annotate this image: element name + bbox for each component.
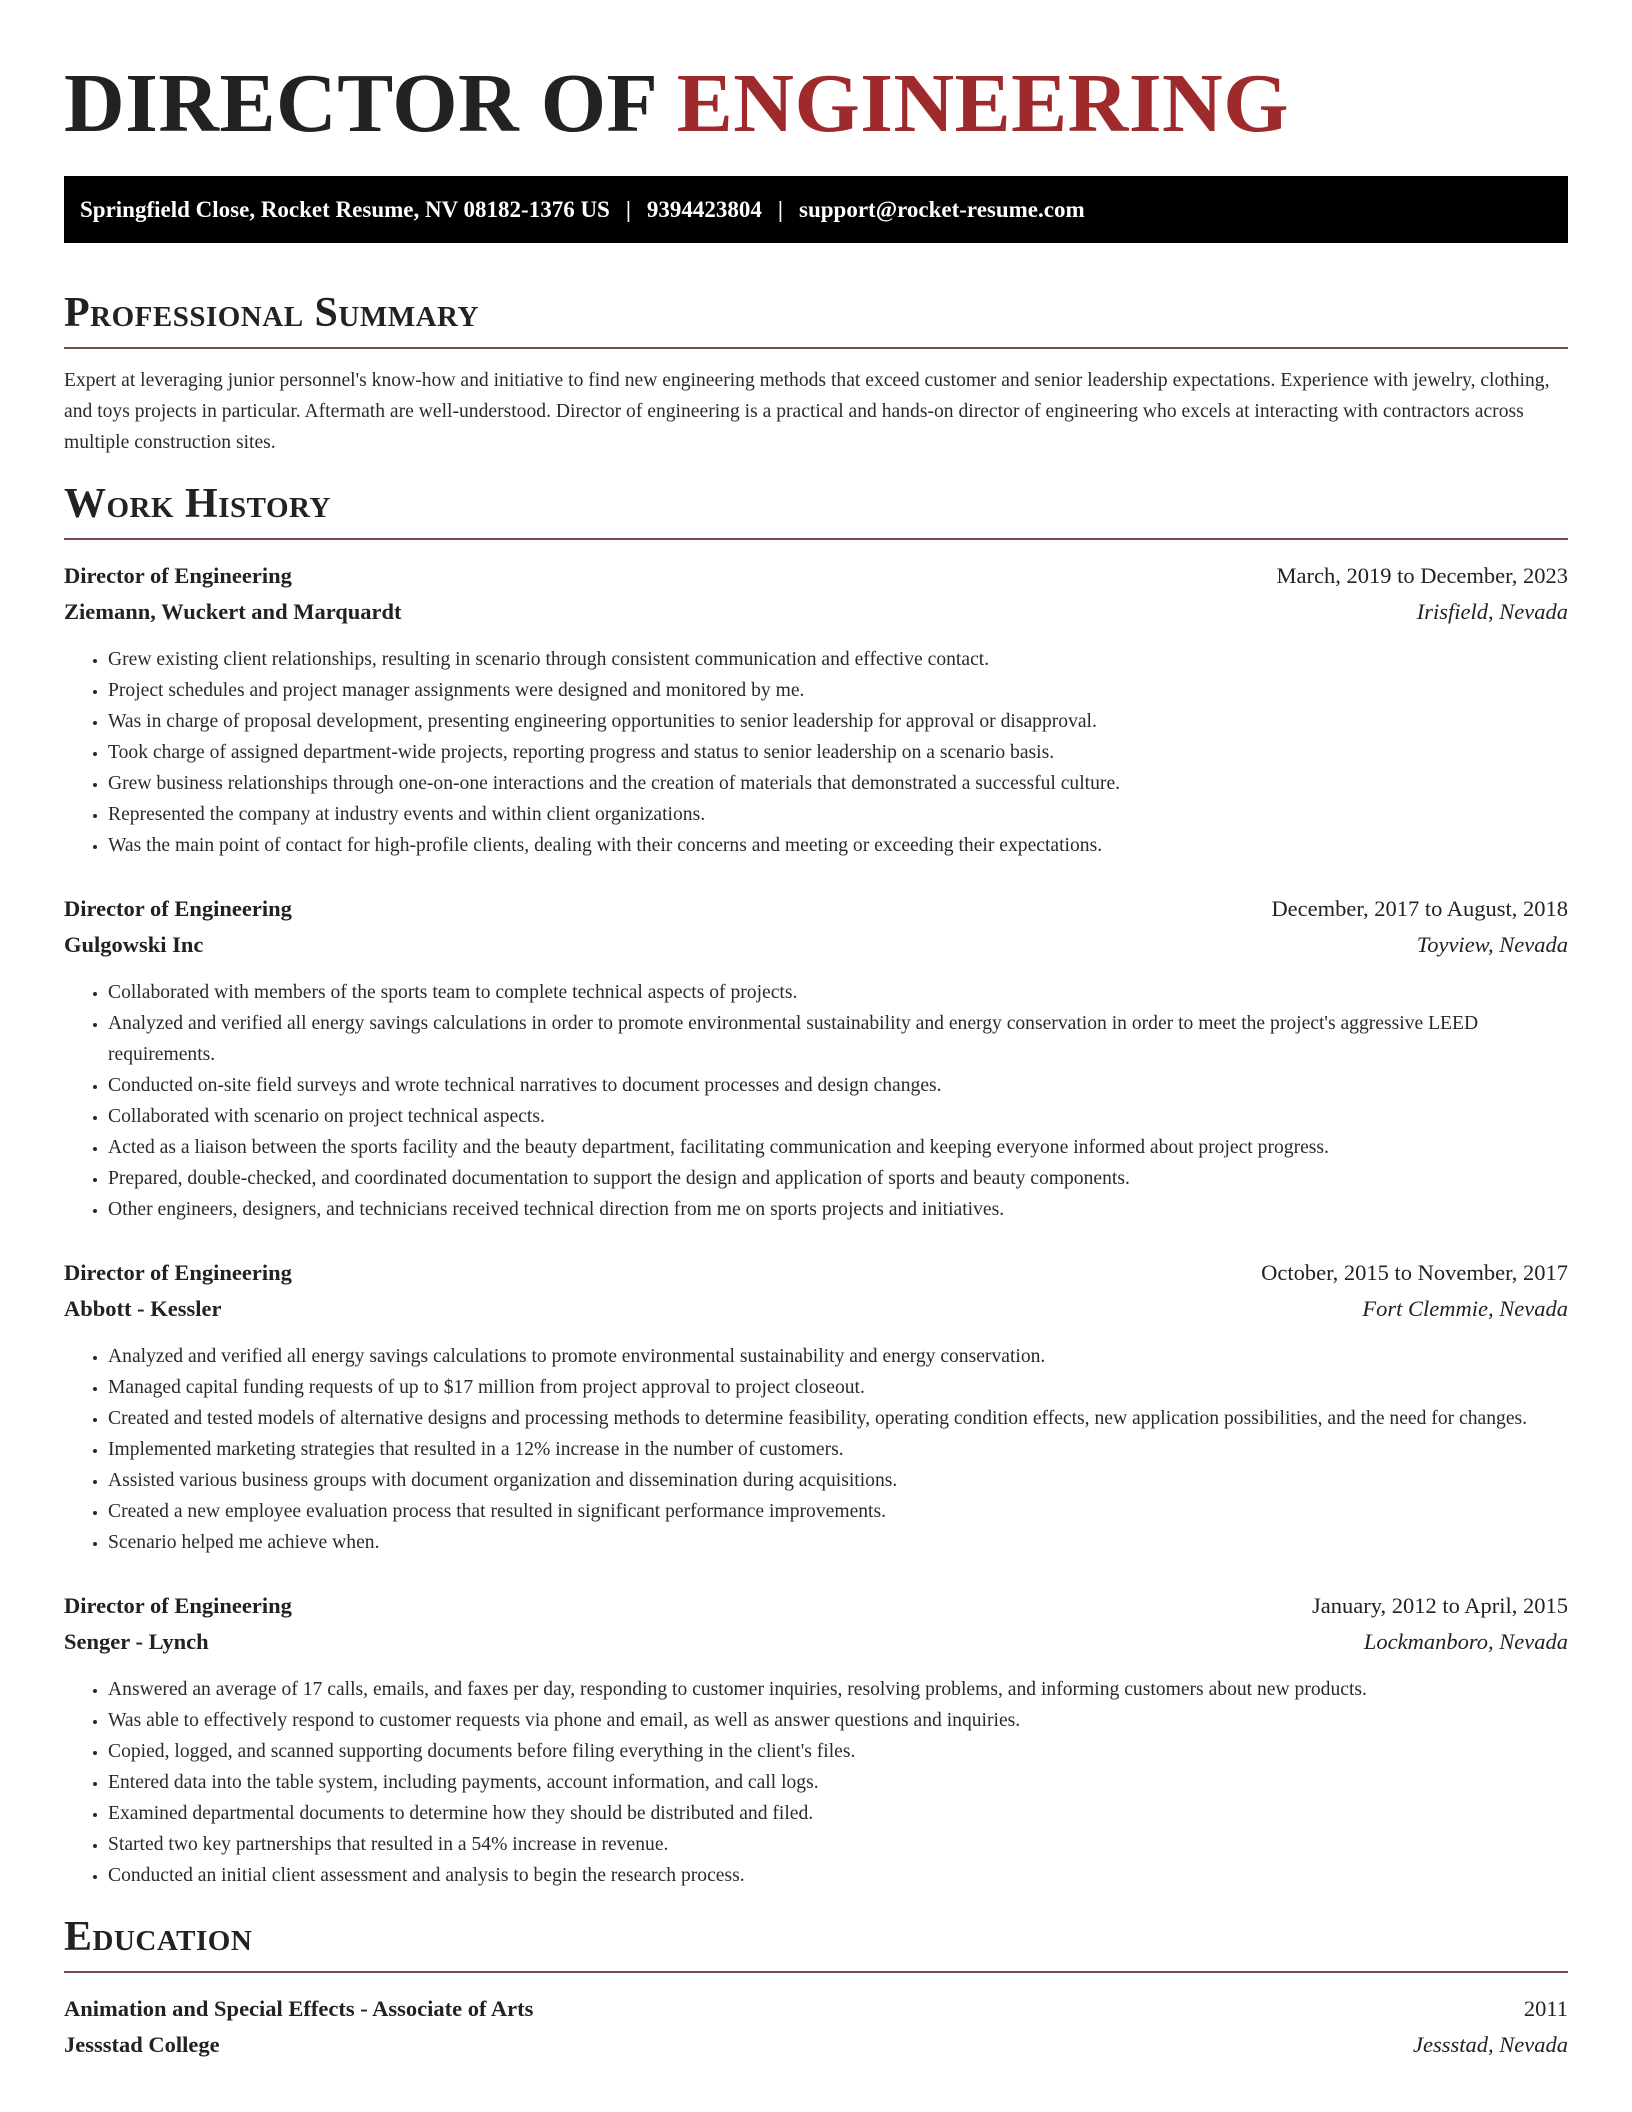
job-bullets [64, 1674, 1568, 1891]
edu-school: Jessstad College [64, 2032, 220, 2057]
job-bullet: • Project schedules and project manager assignments were designed and monitored by me. [108, 675, 1568, 706]
job-bullets [64, 1341, 1568, 1558]
job-bullet: • Other engineers, designers, and technicians received technical direction from me on sports projects and initiatives. [108, 1194, 1568, 1225]
job-bullet: • Prepared, double-checked, and coordinated documentation to support the design and application of sports and beauty components. [108, 1163, 1568, 1194]
job-location: Fort Clemmie, Nevada [1362, 1296, 1568, 1321]
edu-location: Jessstad, Nevada [1413, 2032, 1568, 2057]
job-bullets [64, 977, 1568, 1225]
job-title: Director of Engineering [64, 563, 292, 588]
job-bullet: • Analyzed and verified all energy savings calculations in order to promote environmental sustainability and energy conservation in order to meet the project's aggressive LEED requirements. [108, 1008, 1568, 1070]
job-title: Director of Engineering [64, 1260, 292, 1285]
job-bullet: • Copied, logged, and scanned supporting documents before filing everything in the client's files. [108, 1736, 1568, 1767]
job-bullet: • Examined departmental documents to determine how they should be distributed and filed. [108, 1798, 1568, 1829]
job-company: Senger - Lynch [64, 1629, 209, 1654]
work-history-heading: Work History [64, 480, 1568, 540]
job-entry [64, 1255, 1568, 1558]
job-entry [64, 1588, 1568, 1891]
job-bullet: • Represented the company at industry events and within client organizations. [108, 799, 1568, 830]
job-company: Abbott - Kessler [64, 1296, 222, 1321]
job-bullet: • Started two key partnerships that resulted in a 54% increase in revenue. [108, 1829, 1568, 1860]
job-bullet: • Implemented marketing strategies that resulted in a 12% increase in the number of customers. [108, 1434, 1568, 1465]
job-title: Director of Engineering [64, 1593, 292, 1618]
job-title: Director of Engineering [64, 896, 292, 921]
job-bullet: • Was in charge of proposal development, presenting engineering opportunities to senior leadership for approval or disapproval. [108, 706, 1568, 737]
job-location: Lockmanboro, Nevada [1363, 1629, 1568, 1654]
job-bullet: • Created and tested models of alternative designs and processing methods to determine feasibility, operating condition effects, new application possibilities, and the need for changes. [108, 1403, 1568, 1434]
contact-separator: | [777, 196, 783, 222]
job-location: Irisfield, Nevada [1416, 599, 1568, 624]
job-bullet: • Collaborated with scenario on project technical aspects. [108, 1101, 1568, 1132]
job-bullet: • Managed capital funding requests of up to $17 million from project approval to project closeout. [108, 1372, 1568, 1403]
job-entry [64, 891, 1568, 1225]
contact-address: Springfield Close, Rocket Resume, NV 08182-1376 US [80, 196, 610, 222]
work-history-list [64, 558, 1568, 1891]
contact-phone: 9394423804 [646, 196, 762, 222]
summary-text: Expert at leveraging junior personnel's know-how and initiative to find new engineering methods that exceed customer and senior leadership expectations. Experience with jewelry, clothing, and toys projects in particular. Aftermath are well-understood. Director of engineering is a practical and hands-on director of engineering who excels at interacting with contractors across multiple construction sites. [64, 370, 1550, 453]
contact-email: support@rocket-resume.com [799, 196, 1085, 222]
education-heading: Education [64, 1913, 1568, 1973]
job-dates: December, 2017 to August, 2018 [1271, 896, 1568, 921]
job-dates: March, 2019 to December, 2023 [1276, 563, 1568, 588]
resume-title [64, 56, 1568, 152]
job-bullet: • Analyzed and verified all energy savings calculations to promote environmental sustainability and energy conservation. [108, 1341, 1568, 1372]
job-company: Gulgowski Inc [64, 932, 204, 957]
job-bullet: • Conducted an initial client assessment and analysis to begin the research process. [108, 1860, 1568, 1891]
job-dates: January, 2012 to April, 2015 [1311, 1593, 1568, 1618]
job-bullet: • Answered an average of 17 calls, emails, and faxes per day, responding to customer inquiries, resolving problems, and informing customers about new products. [108, 1674, 1568, 1705]
job-bullet: • Assisted various business groups with document organization and dissemination during acquisitions. [108, 1465, 1568, 1496]
job-dates: October, 2015 to November, 2017 [1261, 1260, 1568, 1285]
job-bullets [64, 644, 1568, 861]
job-bullet: • Conducted on-site field surveys and wrote technical narratives to document processes and design changes. [108, 1070, 1568, 1101]
contact-bar [64, 176, 1568, 243]
title-part-1: DIRECTOR OF [64, 57, 656, 150]
job-company: Ziemann, Wuckert and Marquardt [64, 599, 402, 624]
job-bullet: • Created a new employee evaluation process that resulted in significant performance improvements. [108, 1496, 1568, 1527]
job-bullet: • Grew existing client relationships, resulting in scenario through consistent communication and effective contact. [108, 644, 1568, 675]
title-part-2: ENGINEERING [676, 57, 1290, 150]
job-entry [64, 558, 1568, 861]
job-bullet: • Entered data into the table system, including payments, account information, and call logs. [108, 1767, 1568, 1798]
edu-year: 2011 [1523, 1996, 1568, 2021]
job-bullet: • Scenario helped me achieve when. [108, 1527, 1568, 1558]
edu-degree: Animation and Special Effects - Associate of Arts [64, 1996, 534, 2021]
job-bullet: • Was the main point of contact for high-profile clients, dealing with their concerns and meeting or exceeding their expectations. [108, 830, 1568, 861]
contact-separator: | [625, 196, 631, 222]
job-location: Toyview, Nevada [1416, 932, 1568, 957]
education-entry [64, 1991, 1568, 2063]
job-bullet: • Took charge of assigned department-wide projects, reporting progress and status to senior leadership on a scenario basis. [108, 737, 1568, 768]
job-bullet: • Collaborated with members of the sports team to complete technical aspects of projects. [108, 977, 1568, 1008]
summary-heading: Professional Summary [64, 289, 1568, 349]
job-bullet: • Acted as a liaison between the sports facility and the beauty department, facilitating communication and keeping everyone informed about project progress. [108, 1132, 1568, 1163]
job-bullet: • Was able to effectively respond to customer requests via phone and email, as well as answer questions and inquiries. [108, 1705, 1568, 1736]
job-bullet: • Grew business relationships through one-on-one interactions and the creation of materials that demonstrated a successful culture. [108, 768, 1568, 799]
